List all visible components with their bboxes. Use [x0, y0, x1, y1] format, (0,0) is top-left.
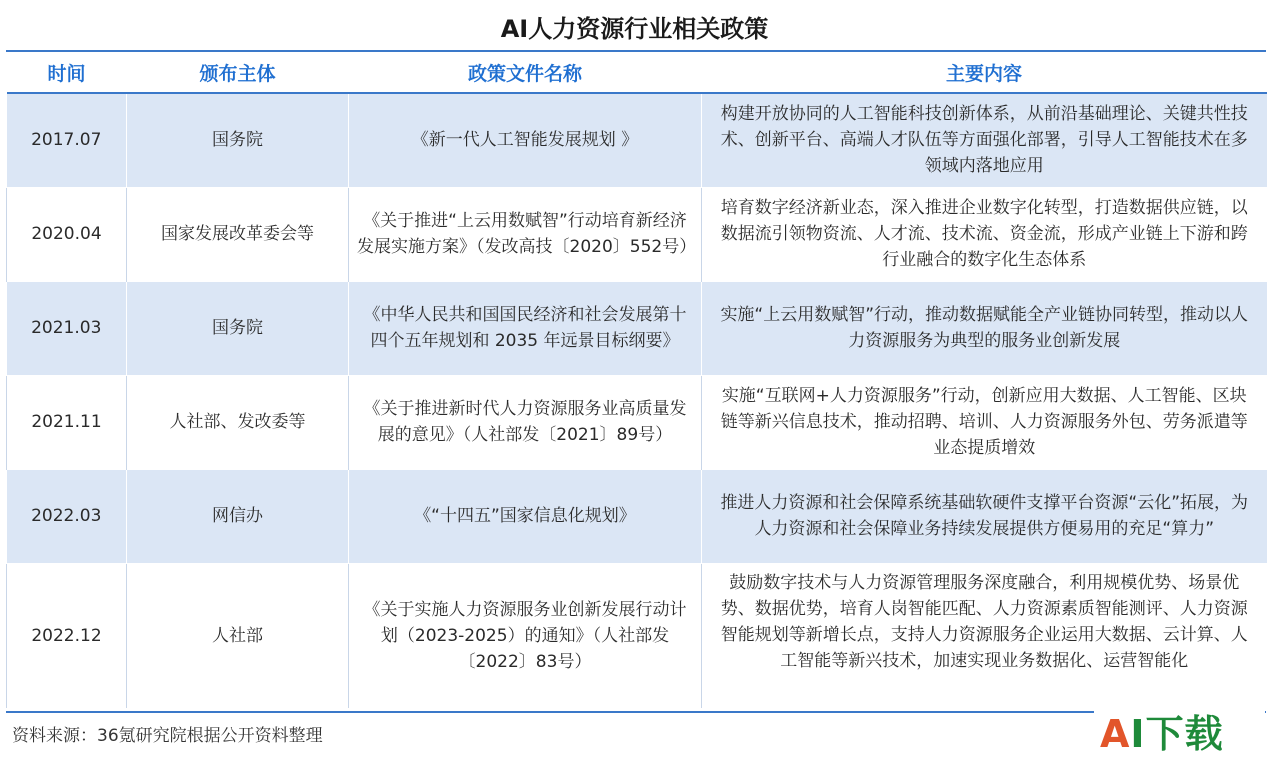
cell-date: 2017.07	[7, 93, 127, 187]
cell-date: 2020.04	[7, 187, 127, 281]
table-row	[7, 281, 1267, 375]
cell-document: 《关于推进“上云用数赋智”行动培育新经济发展实施方案》（发改高技〔2020〕552号）	[349, 187, 702, 281]
cell-content: 培育数字经济新业态，深入推进企业数字化转型，打造数据供应链，以数据流引领物资流、人才流、技术流、资金流，形成产业链上下游和跨行业融合的数字化生态体系	[702, 187, 1267, 281]
table-row	[7, 563, 1267, 708]
cell-issuer: 人社部	[127, 563, 349, 708]
cell-issuer: 人社部、发改委等	[127, 375, 349, 469]
policy-table	[6, 52, 1267, 708]
table-row	[7, 93, 1267, 187]
cell-content: 推进人力资源和社会保障系统基础软硬件支撑平台资源“云化”拓展，为人力资源和社会保障业务持续发展提供方便易用的充足“算力”	[702, 469, 1267, 563]
cell-document: 《关于实施人力资源服务业创新发展行动计划（2023-2025）的通知》（人社部发〔2022〕83号）	[349, 563, 702, 708]
cell-document: 《新一代人工智能发展规划 》	[349, 93, 702, 187]
page-title: AI人力资源行业相关政策	[500, 15, 769, 43]
cell-issuer: 国家发展改革委会等	[127, 187, 349, 281]
column-header-issuer: 颁布主体	[127, 52, 349, 93]
cell-date: 2021.11	[7, 375, 127, 469]
watermark-letter-i: I	[1130, 712, 1146, 756]
cell-issuer: 国务院	[127, 93, 349, 187]
column-header-document: 政策文件名称	[349, 52, 702, 93]
table-row	[7, 375, 1267, 469]
column-header-content: 主要内容	[702, 52, 1267, 93]
watermark-text: 下载	[1145, 712, 1224, 756]
column-header-date: 时间	[7, 52, 127, 93]
watermark-logo	[1094, 710, 1265, 758]
cell-issuer: 网信办	[127, 469, 349, 563]
source-note: 资料来源：36氪研究院根据公开资料整理	[12, 726, 323, 746]
cell-content: 构建开放协同的人工智能科技创新体系，从前沿基础理论、关键共性技术、创新平台、高端人才队伍等方面强化部署，引导人工智能技术在多领域内落地应用	[702, 93, 1267, 187]
cell-date: 2021.03	[7, 281, 127, 375]
table-row	[7, 187, 1267, 281]
cell-date: 2022.03	[7, 469, 127, 563]
watermark-letter-a: A	[1100, 712, 1131, 756]
cell-date: 2022.12	[7, 563, 127, 708]
cell-issuer: 国务院	[127, 281, 349, 375]
cell-content: 实施“互联网+人力资源服务”行动，创新应用大数据、人工智能、区块链等新兴信息技术，推动招聘、培训、人力资源服务外包、劳务派遣等业态提质增效	[702, 375, 1267, 469]
cell-document: 《“十四五”国家信息化规划》	[349, 469, 702, 563]
table-header-row	[7, 52, 1267, 93]
cell-content: 实施“上云用数赋智”行动，推动数据赋能全产业链协同转型，推动以人力资源服务为典型的服务业创新发展	[702, 281, 1267, 375]
table-row	[7, 469, 1267, 563]
table-bottom-divider	[6, 711, 1266, 713]
cell-document: 《中华人民共和国国民经济和社会发展第十四个五年规划和 2035 年远景目标纲要》	[349, 281, 702, 375]
cell-content: 鼓励数字技术与人力资源管理服务深度融合，利用规模优势、场景优势、数据优势，培育人岗智能匹配、人力资源素质智能测评、人力资源智能规划等新增长点，支持人力资源服务企业运用大数据、云计算、人工智能等新兴技术，加速实现业务数据化、运营智能化	[702, 563, 1267, 708]
cell-document: 《关于推进新时代人力资源服务业高质量发展的意见》（人社部发〔2021〕89号）	[349, 375, 702, 469]
